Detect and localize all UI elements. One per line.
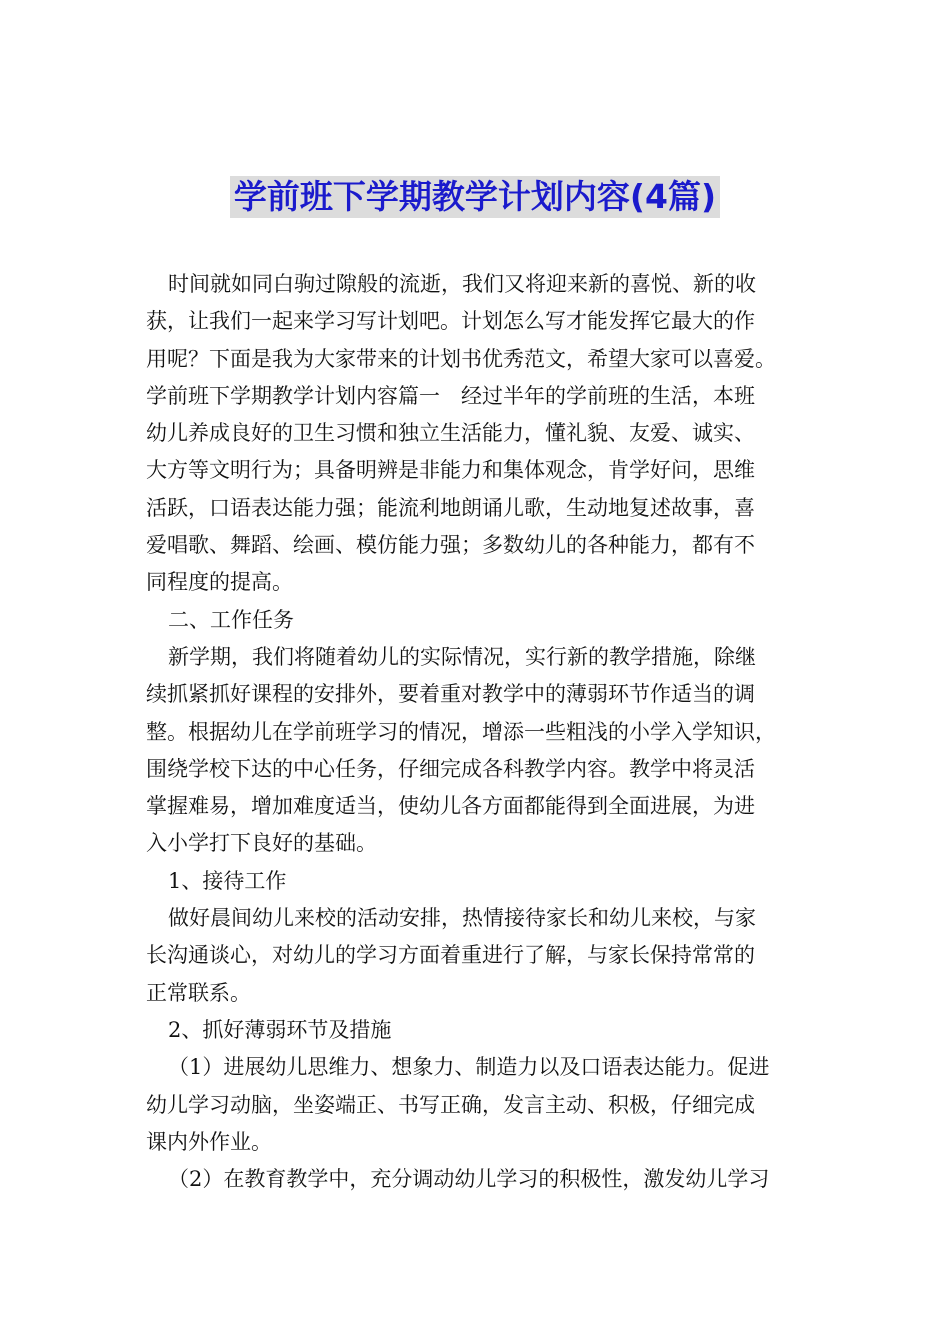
text-line: 掌握难易，增加难度适当，使幼儿各方面都能得到全面进展，为进 (146, 794, 755, 819)
text-line: 时间就如同白驹过隙般的流逝，我们又将迎来新的喜悦、新的收 (168, 272, 756, 296)
text-line: 围绕学校下达的中心任务，仔细完成各科教学内容。教学中将灵活 (146, 756, 755, 781)
document-body (146, 266, 810, 1198)
text-line: 新学期，我们将随着幼儿的实际情况，实行新的教学措施，除继 (168, 644, 756, 669)
text-line: 活跃，口语表达能力强；能流利地朗诵儿歌，生动地复述故事，喜 (146, 495, 755, 520)
text-line: 续抓紧抓好课程的安排外，要着重对教学中的薄弱环节作适当的调 (146, 682, 755, 707)
text-line: 幼儿学习动脑，坐姿端正、书写正确，发言主动、积极，仔细完成 (146, 1092, 755, 1117)
text-line: 大方等文明行为；具备明辨是非能力和集体观念，肯学好问，思维 (146, 458, 755, 483)
text-line: 爱唱歌、舞蹈、绘画、模仿能力强；多数幼儿的各种能力，都有不 (146, 533, 755, 558)
section-heading: 2、抓好薄弱环节及措施 (168, 1017, 392, 1042)
text-line: 课内外作业。 (146, 1129, 272, 1154)
text-line: 幼儿养成良好的卫生习惯和独立生活能力，懂礼貌、友爱、诚实、 (146, 421, 755, 446)
section-heading: 1、接待工作 (168, 868, 287, 893)
document-title: 学前班下学期教学计划内容(4篇) (230, 176, 720, 218)
text-line: 获，让我们一起来学习写计划吧。计划怎么写才能发挥它最大的作 (146, 309, 755, 334)
text-line: 整。根据幼儿在学前班学习的情况，增添一些粗浅的小学入学知识， (146, 719, 776, 744)
text-line: （2）在教育教学中，充分调动幼儿学习的积极性，激发幼儿学习 (168, 1167, 770, 1192)
text-line: 做好晨间幼儿来校的活动安排，热情接待家长和幼儿来校，与家 (168, 906, 756, 931)
section-heading: 二、工作任务 (168, 607, 294, 632)
text-line: 长沟通谈心，对幼儿的学习方面着重进行了解，与家长保持常常的 (146, 943, 755, 968)
text-line: 同程度的提高。 (146, 570, 293, 595)
text-line: 用呢？下面是我为大家带来的计划书优秀范文，希望大家可以喜爱。 (146, 346, 776, 371)
text-line: 正常联系。 (146, 980, 251, 1005)
text-line: （1）进展幼儿思维力、想象力、制造力以及口语表达能力。促进 (168, 1055, 770, 1080)
title-container (0, 176, 950, 218)
text-line: 入小学打下良好的基础。 (146, 831, 377, 856)
text-line: 学前班下学期教学计划内容篇一 经过半年的学前班的生活，本班 (146, 383, 755, 408)
